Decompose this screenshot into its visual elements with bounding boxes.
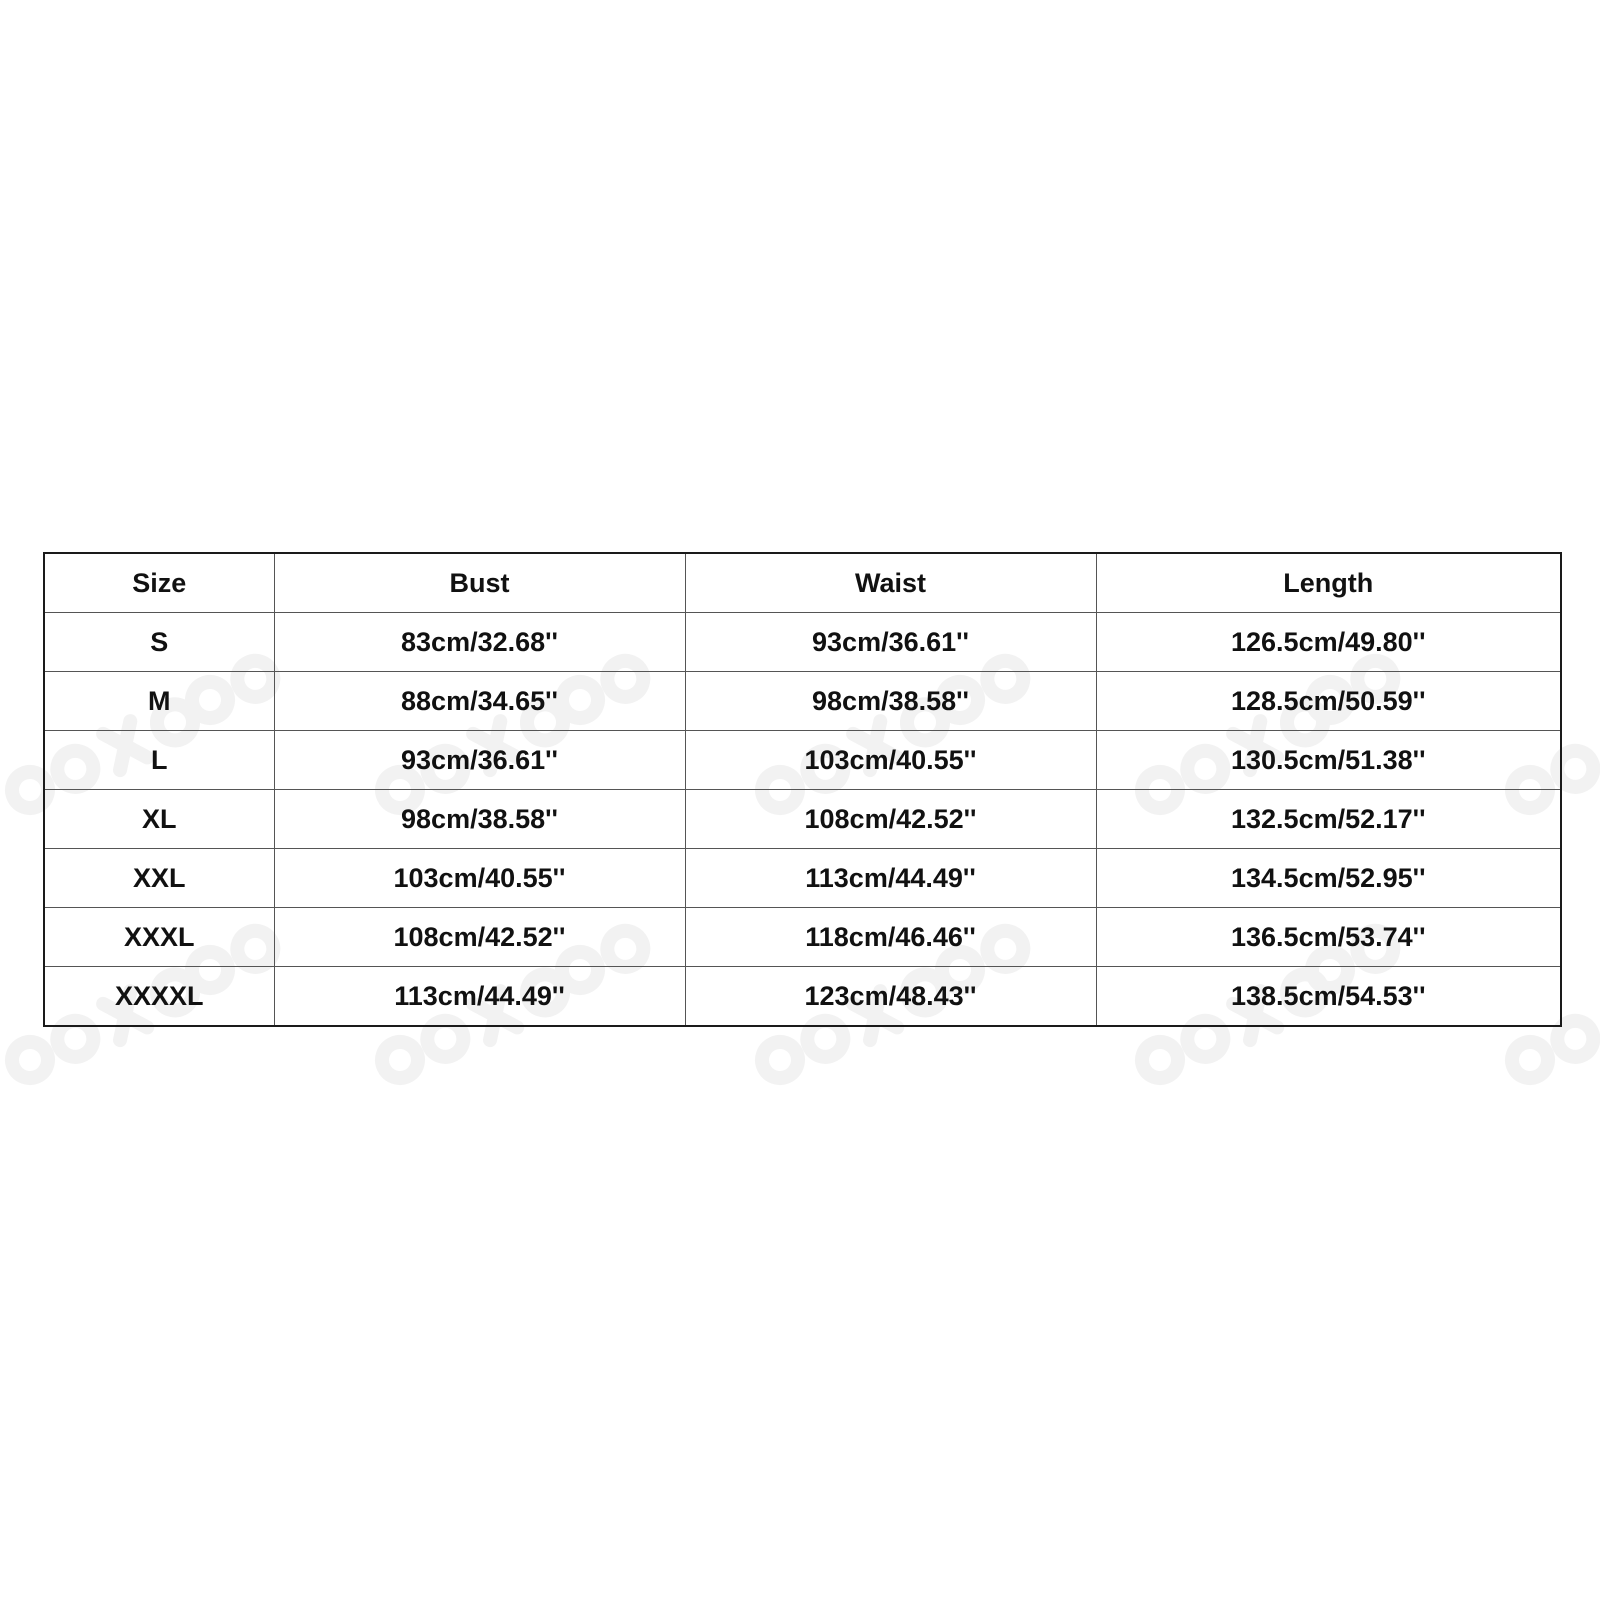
size-cell: XL [44,790,274,849]
table-row [44,731,1561,790]
table-row [44,908,1561,967]
size-cell: M [44,672,274,731]
size-cell: S [44,613,274,672]
bust-cell: 98cm/38.58'' [274,790,685,849]
waist-cell: 98cm/38.58'' [685,672,1096,731]
column-header-length: Length [1096,553,1561,613]
table-row [44,790,1561,849]
column-header-waist: Waist [685,553,1096,613]
column-header-size: Size [44,553,274,613]
length-cell: 128.5cm/50.59'' [1096,672,1561,731]
size-cell: L [44,731,274,790]
length-cell: 136.5cm/53.74'' [1096,908,1561,967]
waist-cell: 93cm/36.61'' [685,613,1096,672]
table-row [44,613,1561,672]
size-cell: XXL [44,849,274,908]
bust-cell: 88cm/34.65'' [274,672,685,731]
waist-cell: 123cm/48.43'' [685,967,1096,1027]
waist-cell: 103cm/40.55'' [685,731,1096,790]
size-chart-table [43,552,1562,1027]
bust-cell: 93cm/36.61'' [274,731,685,790]
length-cell: 126.5cm/49.80'' [1096,613,1561,672]
length-cell: 134.5cm/52.95'' [1096,849,1561,908]
table-row [44,967,1561,1027]
waist-cell: 113cm/44.49'' [685,849,1096,908]
length-cell: 138.5cm/54.53'' [1096,967,1561,1027]
length-cell: 132.5cm/52.17'' [1096,790,1561,849]
bust-cell: 83cm/32.68'' [274,613,685,672]
table-row [44,849,1561,908]
waist-cell: 118cm/46.46'' [685,908,1096,967]
table-row [44,672,1561,731]
size-cell: XXXL [44,908,274,967]
column-header-bust: Bust [274,553,685,613]
table-header-row [44,553,1561,613]
size-cell: XXXXL [44,967,274,1027]
length-cell: 130.5cm/51.38'' [1096,731,1561,790]
waist-cell: 108cm/42.52'' [685,790,1096,849]
bust-cell: 108cm/42.52'' [274,908,685,967]
bust-cell: 103cm/40.55'' [274,849,685,908]
bust-cell: 113cm/44.49'' [274,967,685,1027]
